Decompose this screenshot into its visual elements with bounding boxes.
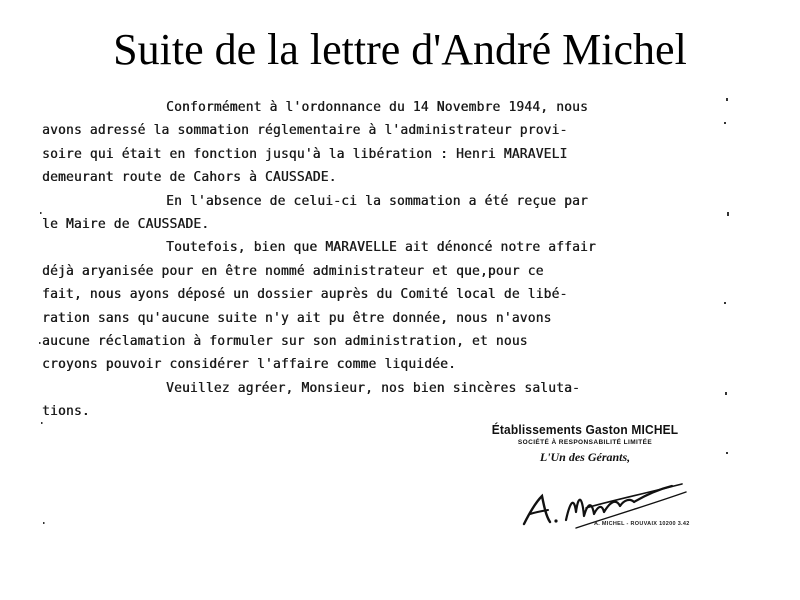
letter-line: En l'absence de celui-ci la sommation a été reçue par: [166, 193, 588, 209]
letter-line: ration sans qu'aucune suite n'y ait pu être donnée, nous n'avons: [42, 310, 552, 326]
stamp-role: L'Un des Gérants,: [539, 450, 631, 464]
page-title: Suite de la lettre d'André Michel: [113, 25, 687, 74]
letter-body: [42, 96, 722, 423]
letter-line: soire qui était en fonction jusqu'à la libération : Henri MARAVELI: [42, 146, 568, 162]
letter-line: demeurant route de Cahors à CAUSSADE.: [42, 170, 337, 186]
letter-line: avons adressé la sommation réglementaire à l'administrateur provi-: [42, 123, 568, 139]
letter-line: tions.: [42, 404, 90, 420]
letter-line: Veuillez agréer, Monsieur, nos bien sincères saluta-: [166, 380, 580, 396]
letter-line: aucune réclamation à formuler sur son administration, et nous: [42, 333, 528, 349]
letter-line: Conformément à l'ordonnance du 14 Novembre 1944, nous: [166, 100, 588, 115]
letter-line: déjà aryanisée pour en être nommé administrateur et que,pour ce: [42, 263, 544, 279]
letter-scan: [38, 92, 730, 540]
letter-line: croyons pouvoir considérer l'affaire comme liquidée.: [42, 357, 456, 373]
stamp-company-name: Établissements Gaston MICHEL: [491, 422, 679, 437]
letter-line: Toutefois, bien que MARAVELLE ait dénoncé notre affair: [166, 240, 596, 256]
letter-line: le Maire de CAUSSADE.: [42, 216, 210, 232]
stamp-company-type: SOCIÉTÉ À RESPONSABILITÉ LIMITÉE: [517, 439, 653, 446]
printer-mark: A. MICHEL - ROUVAIX 10200 3.42: [594, 521, 690, 527]
letter-line: fait, nous ayons déposé un dossier auprès du Comité local de libé-: [42, 287, 568, 303]
company-stamp: [480, 422, 690, 465]
